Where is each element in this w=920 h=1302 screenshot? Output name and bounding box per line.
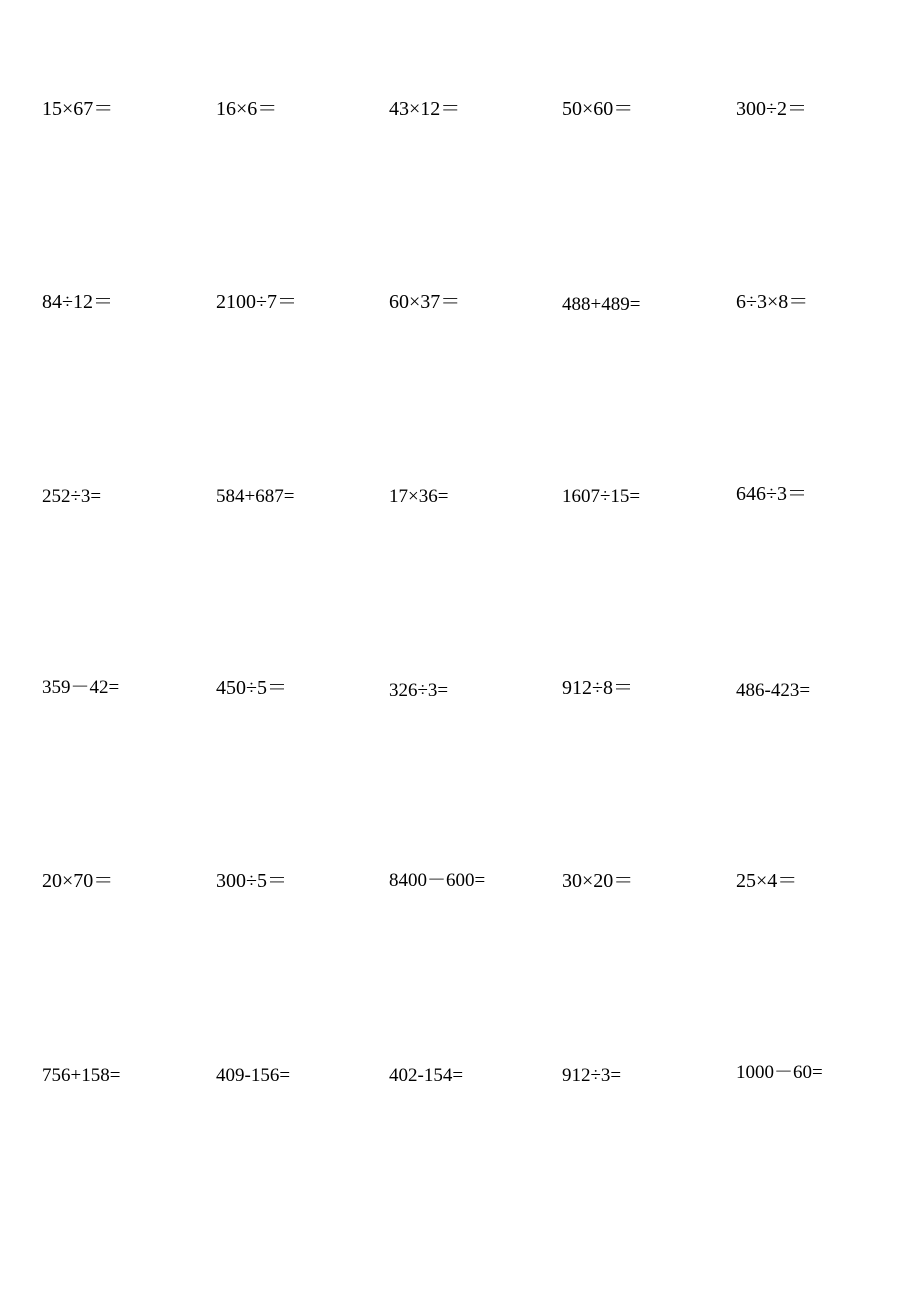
problem-r4-c1: 359－42=: [42, 677, 120, 698]
problem-r4-c2: 450÷5＝: [216, 677, 287, 699]
problem-r2-c3: 60×37＝: [389, 291, 461, 313]
problem-r1-c3: 43×12＝: [389, 98, 461, 120]
problem-r5-c3: 8400－600=: [389, 870, 486, 891]
problem-r4-c3: 326÷3=: [389, 680, 449, 701]
problem-r5-c4: 30×20＝: [562, 870, 634, 892]
problem-r2-c2: 2100÷7＝: [216, 291, 297, 313]
problem-r1-c5: 300÷2＝: [736, 98, 807, 120]
problem-r6-c2: 409-156=: [216, 1065, 291, 1086]
problem-r6-c5: 1000－60=: [736, 1062, 823, 1083]
problem-r3-c4: 1607÷15=: [562, 486, 641, 507]
problem-r6-c3: 402-154=: [389, 1065, 464, 1086]
problem-r2-c1: 84÷12＝: [42, 291, 113, 313]
problem-r2-c4: 488+489=: [562, 294, 641, 315]
problem-r3-c2: 584+687=: [216, 486, 295, 507]
problem-r3-c3: 17×36=: [389, 486, 449, 507]
problem-r1-c1: 15×67＝: [42, 98, 114, 120]
problem-r4-c5: 486-423=: [736, 680, 811, 701]
problem-r4-c4: 912÷8＝: [562, 677, 633, 699]
problem-r1-c4: 50×60＝: [562, 98, 634, 120]
problem-r5-c2: 300÷5＝: [216, 870, 287, 892]
problem-r3-c1: 252÷3=: [42, 486, 102, 507]
problem-r5-c5: 25×4＝: [736, 870, 798, 892]
problem-r6-c1: 756+158=: [42, 1065, 121, 1086]
problem-r2-c5: 6÷3×8＝: [736, 291, 809, 313]
problem-r5-c1: 20×70＝: [42, 870, 114, 892]
problem-r1-c2: 16×6＝: [216, 98, 278, 120]
problem-r6-c4: 912÷3=: [562, 1065, 622, 1086]
problem-r3-c5: 646÷3＝: [736, 483, 807, 505]
